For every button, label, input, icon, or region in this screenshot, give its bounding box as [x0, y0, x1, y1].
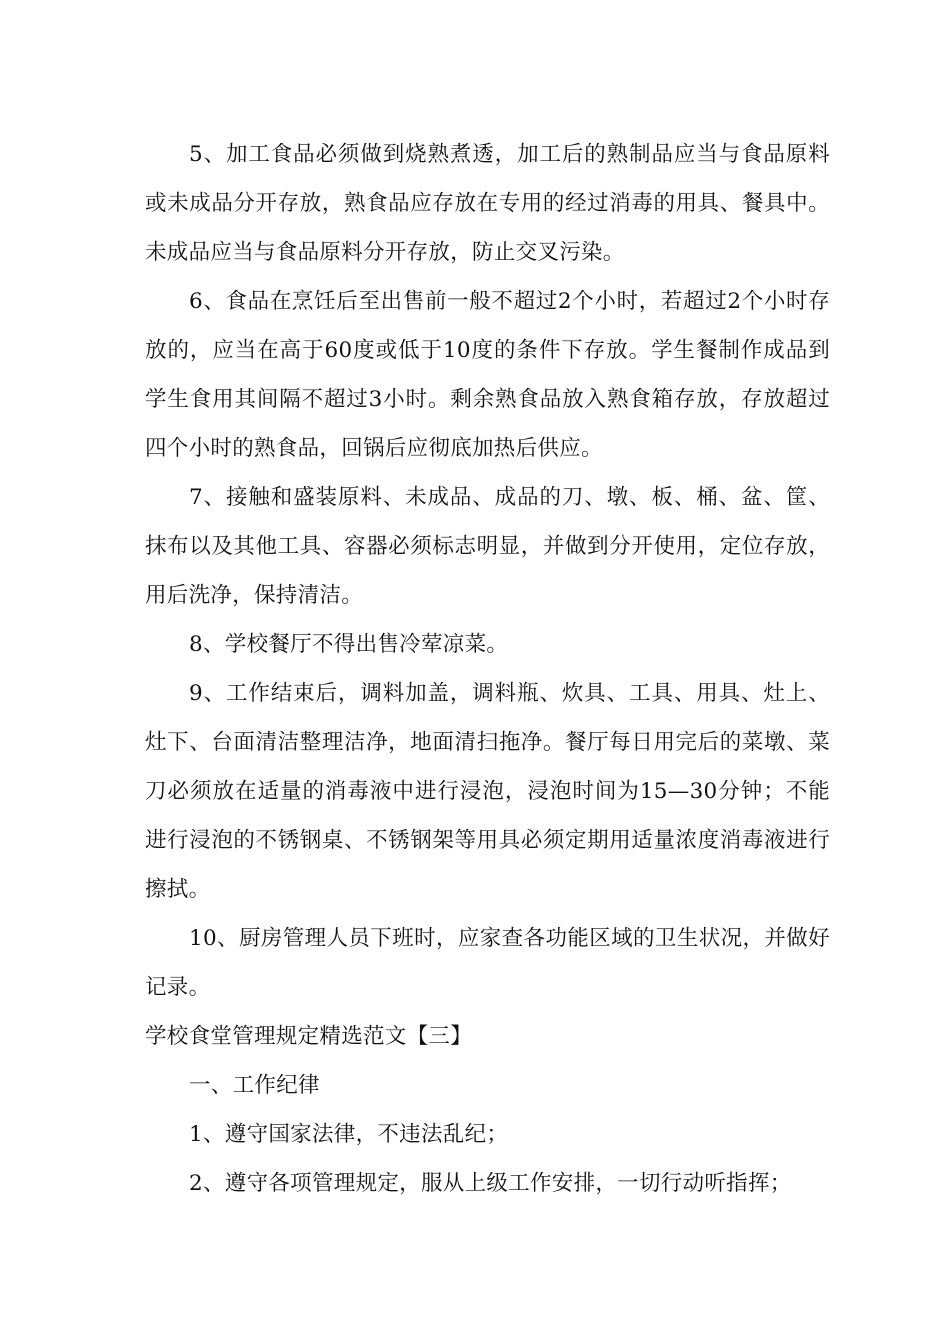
paragraph-8: 8、学校餐厅不得出售冷荤凉菜。 — [189, 632, 509, 657]
paragraph-7: 7、接触和盛装原料、未成品、成品的刀、墩、板、桶、盆、筐、抹布以及其他工具、容器必须标志明显，并做到分开使用，定位存放，用后洗净，保持清洁。 — [145, 485, 830, 608]
section-title: 学校食堂管理规定精选范文【三】 — [145, 1024, 473, 1049]
paragraph-5: 5、加工食品必须做到烧熟煮透，加工后的熟制品应当与食品原料或未成品分开存放，熟食品应存放在专用的经过消毒的用具、餐具中。未成品应当与食品原料分开存放，防止交叉污染。 — [145, 142, 830, 265]
paragraph-6: 6、食品在烹饪后至出售前一般不超过2个小时，若超过2个小时存放的，应当在高于60度或低于10度的条件下存放。学生餐制作成品到学生食用其间隔不超过3小时。剩余熟食品放入熟食箱存放，存放超过四个小时的熟食品，回锅后应彻底加热后供应。 — [145, 289, 830, 461]
subheading-work-discipline: 一、工作纪律 — [189, 1073, 320, 1098]
paragraph-9: 9、工作结束后，调料加盖，调料瓶、炊具、工具、用具、灶上、灶下、台面清洁整理洁净，地面清扫拖净。餐厅每日用完后的菜墩、菜刀必须放在适量的消毒液中进行浸泡，浸泡时间为15—30分钟；不能进行浸泡的不锈钢桌、不锈钢架等用具必须定期用适量浓度消毒液进行擦拭。 — [145, 681, 830, 902]
document-body — [145, 130, 830, 1208]
paragraph-10: 10、厨房管理人员下班时，应家查各功能区域的卫生状况，并做好记录。 — [145, 926, 830, 1000]
list-item: 1、遵守国家法律，不违法乱纪； — [189, 1122, 509, 1147]
list-item: 2、遵守各项管理规定，服从上级工作安排，一切行动听指挥； — [189, 1171, 792, 1196]
